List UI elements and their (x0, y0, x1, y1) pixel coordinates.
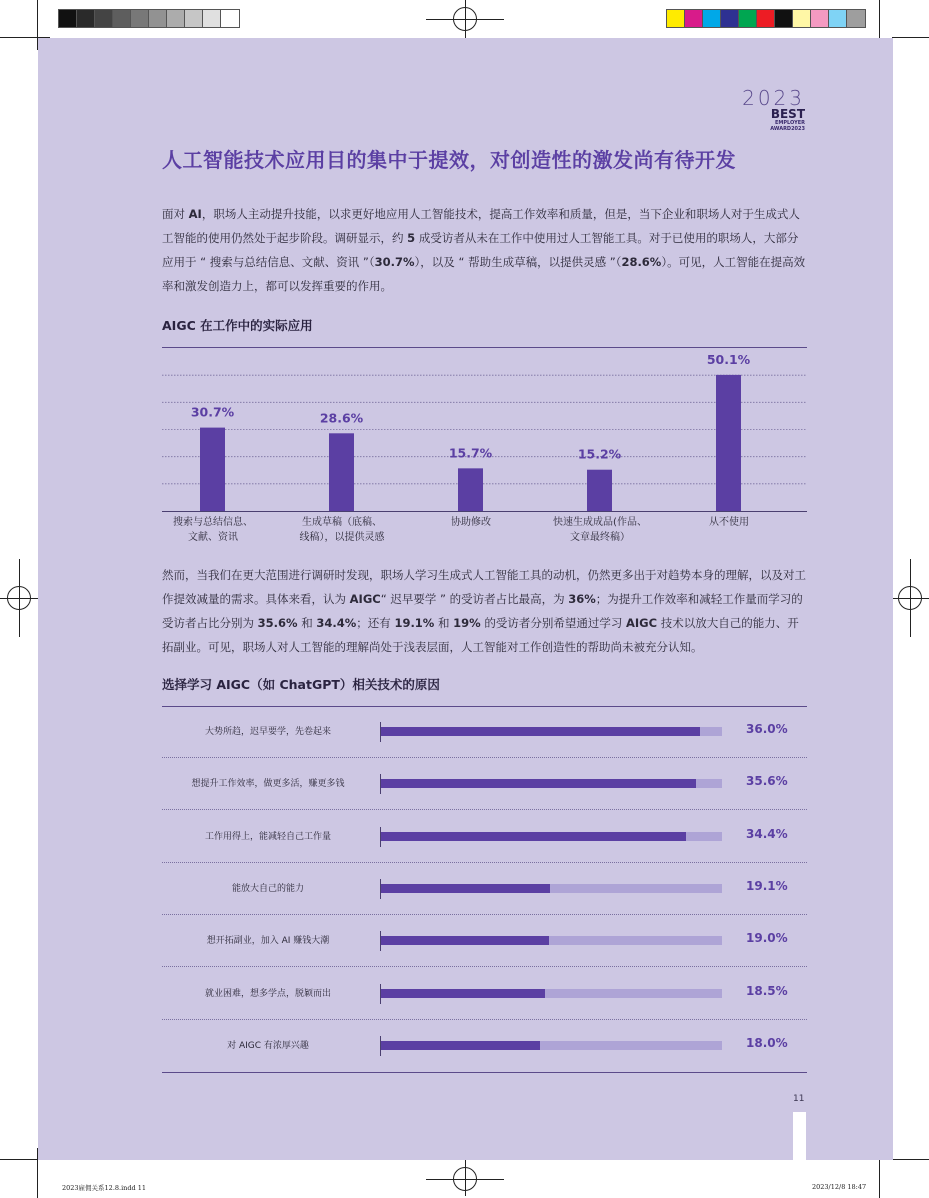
emphasis-text: 35.6% (257, 616, 298, 630)
chart1-title: AIGC 在工作中的实际应用 (162, 318, 313, 333)
color-swatch (847, 10, 865, 27)
registration-mark (6, 585, 32, 611)
reason-bar (381, 727, 700, 736)
bar-category-line: 生成草稿（底稿、 (302, 517, 382, 528)
report-page (38, 38, 893, 1160)
color-swatch (757, 10, 775, 27)
reason-label: 就业困难，想多学点，脱颖而出 (204, 988, 331, 999)
emphasis-text: AIGC (626, 616, 658, 630)
page-number: 11 (793, 1094, 805, 1104)
gray-swatch (95, 10, 113, 27)
reason-row (162, 811, 807, 863)
bar-category-line: 线稿），以提供灵感 (299, 532, 385, 543)
body-text: ），以及 “ 帮助生成草稿，以提供灵感 ”（ (414, 255, 622, 269)
bar-category-label (409, 515, 534, 530)
color-swatch (667, 10, 685, 27)
body-text: 成受访者从未在工作中使用过人工智能工具。对于已使用的职场人，大部分应用于 “ 搜索与总结信息、文献、资讯 ”（ (162, 231, 799, 269)
body-text: ，职场人主动提升技能，以求更好地应用人工智能技术，提高工作效率和质量，但是，当下企业和职场人对于生成式人工智能的使用仍然处于起步阶段。调研显示，约 (162, 207, 800, 245)
color-swatch (703, 10, 721, 27)
reason-row (162, 1020, 807, 1072)
gray-swatch (167, 10, 185, 27)
gray-swatch (221, 10, 239, 27)
reason-bar (381, 884, 550, 893)
color-swatch (721, 10, 739, 27)
color-swatch (811, 10, 829, 27)
gray-swatch (185, 10, 203, 27)
reason-value-label: 18.0% (746, 1035, 788, 1050)
usage-bar (329, 433, 354, 511)
page-heading: 人工智能技术应用目的集中于提效，对创造性的激发尚有待开发 (162, 148, 736, 172)
usage-bar (587, 470, 612, 511)
reasons-bar-chart (162, 706, 807, 1074)
grayscale-color-bar (58, 9, 240, 28)
reason-row (162, 706, 807, 758)
registration-mark (452, 1166, 478, 1192)
reason-label: 大势所趋，迟早要学，先卷起来 (204, 727, 331, 737)
reason-row (162, 758, 807, 810)
body-text: 然而，当我们在更大范围进行调研时发现，职场人学习生成式人工智能工具的动机，仍然更多出于对趋势本身的理解，以及对工作提效减量的需求。具体来看，认为 (162, 568, 806, 606)
usage-category-labels (162, 511, 807, 547)
slug-file-info: 2023雇佣关系12.8.indd 11 (62, 1184, 147, 1192)
body-text: “ 迟早要学 ” 的受访者占比最高，为 (380, 592, 569, 606)
page-tab-marker (793, 1112, 806, 1160)
brand-year: 2023 (742, 86, 805, 110)
usage-bar-chart (162, 347, 807, 542)
reason-row (162, 863, 807, 915)
gray-swatch (59, 10, 77, 27)
body-text: ）。可见，人工智能在提高效率和激发创造力上，都可以发挥重要的作用。 (162, 255, 806, 293)
crop-mark (892, 37, 929, 38)
intro-paragraph (162, 202, 807, 298)
bar-category-label (280, 515, 405, 545)
reason-bar-track (381, 989, 722, 998)
body-text: ；还有 (356, 616, 395, 630)
body-text: 面对 (162, 207, 189, 221)
crop-mark (0, 37, 20, 38)
reason-label: 能放大自己的能力 (231, 883, 304, 894)
reason-bar-track (381, 936, 722, 945)
emphasis-text: AIGC (349, 592, 381, 606)
reason-bar-track (381, 727, 722, 736)
chart2-title: 选择学习 AIGC（如 ChatGPT）相关技术的原因 (162, 677, 440, 692)
body-text: 的受访者分别希望通过学习 (480, 616, 626, 630)
analysis-paragraph (162, 563, 807, 659)
bar-value-label: 50.1% (706, 351, 751, 367)
reason-label: 想提升工作效率，做更多活，赚更多钱 (191, 779, 345, 790)
emphasis-text: 5 (407, 231, 416, 245)
process-color-bar (666, 9, 866, 28)
bar-value-label: 30.7% (190, 404, 235, 420)
body-text: 和 (297, 616, 317, 630)
emphasis-text: AI (188, 207, 202, 221)
reason-value-label: 35.6% (746, 774, 788, 789)
registration-mark (452, 6, 478, 32)
reason-bar-track (381, 779, 722, 788)
reason-row (162, 915, 807, 967)
reason-label: 对 AIGC 有浓厚兴趣 (227, 1040, 309, 1051)
bar-category-line: 文章最终稿） (570, 532, 630, 543)
reason-value-label: 34.4% (746, 826, 788, 841)
color-swatch (775, 10, 793, 27)
color-swatch (739, 10, 757, 27)
brand-employer: EMPLOYER (774, 120, 805, 126)
reason-bar-track (381, 1041, 722, 1050)
chart2-bottom-rule (162, 1072, 807, 1073)
brand-logo (742, 88, 805, 132)
body-text: 技术以放大自己的能力、开拓副业。可见，职场人对人工智能的理解尚处于浅表层面，人工智能对工作创造性的帮助尚未被充分认知。 (162, 616, 799, 654)
usage-bar (458, 468, 483, 511)
emphasis-text: 19% (453, 616, 481, 630)
gray-swatch (203, 10, 221, 27)
usage-bar (716, 375, 741, 511)
usage-bar-chart-svg (162, 347, 807, 512)
reason-bar-track (381, 884, 722, 893)
color-swatch (685, 10, 703, 27)
emphasis-text: 28.6% (621, 255, 662, 269)
body-text: 和 (434, 616, 454, 630)
bar-category-label (151, 515, 276, 545)
reason-label: 想开拓副业，加入 AI 赚钱大潮 (206, 936, 330, 947)
gray-swatch (131, 10, 149, 27)
reason-value-label: 36.0% (746, 722, 788, 736)
reason-bar (381, 989, 545, 998)
emphasis-text: 34.4% (316, 616, 357, 630)
reason-bar (381, 779, 696, 788)
bar-category-line: 从不使用 (709, 517, 749, 528)
bar-category-line: 协助修改 (451, 517, 491, 528)
color-swatch (829, 10, 847, 27)
bar-category-line: 文献、资讯 (188, 532, 238, 543)
gray-swatch (149, 10, 167, 27)
bar-value-label: 28.6% (319, 410, 364, 426)
brand-award: AWARD2023 (770, 126, 805, 132)
reason-bar (381, 1041, 540, 1050)
bar-category-label (667, 515, 792, 530)
gray-swatch (77, 10, 95, 27)
usage-bar (200, 428, 225, 511)
emphasis-text: 30.7% (374, 255, 415, 269)
reason-bar-track (381, 832, 722, 841)
body-text: ；为提升工作效率和减轻工作量而学习的受访者占比分别为 (162, 592, 803, 630)
bar-category-line: 搜索与总结信息、 (173, 517, 253, 528)
emphasis-text: 19.1% (394, 616, 435, 630)
gray-swatch (113, 10, 131, 27)
crop-mark (37, 0, 38, 20)
bar-value-label: 15.2% (577, 446, 622, 462)
brand-best: BEST (770, 107, 805, 121)
bar-category-line: 快速生成成品(作品、 (553, 517, 647, 528)
bar-value-label: 15.7% (448, 445, 493, 461)
emphasis-text: 36% (568, 592, 596, 606)
reason-row (162, 968, 807, 1020)
reason-bar (381, 936, 549, 945)
slug-date-info: 2023/12/8 18:47 (812, 1183, 867, 1191)
registration-mark (897, 585, 923, 611)
reason-label: 工作用得上，能减轻自己工作量 (204, 831, 331, 842)
reason-value-label: 18.5% (746, 983, 788, 998)
bar-category-label (538, 515, 663, 545)
reason-value-label: 19.1% (746, 878, 788, 893)
reason-value-label: 19.0% (746, 931, 788, 946)
color-swatch (793, 10, 811, 27)
reason-bar (381, 832, 686, 841)
